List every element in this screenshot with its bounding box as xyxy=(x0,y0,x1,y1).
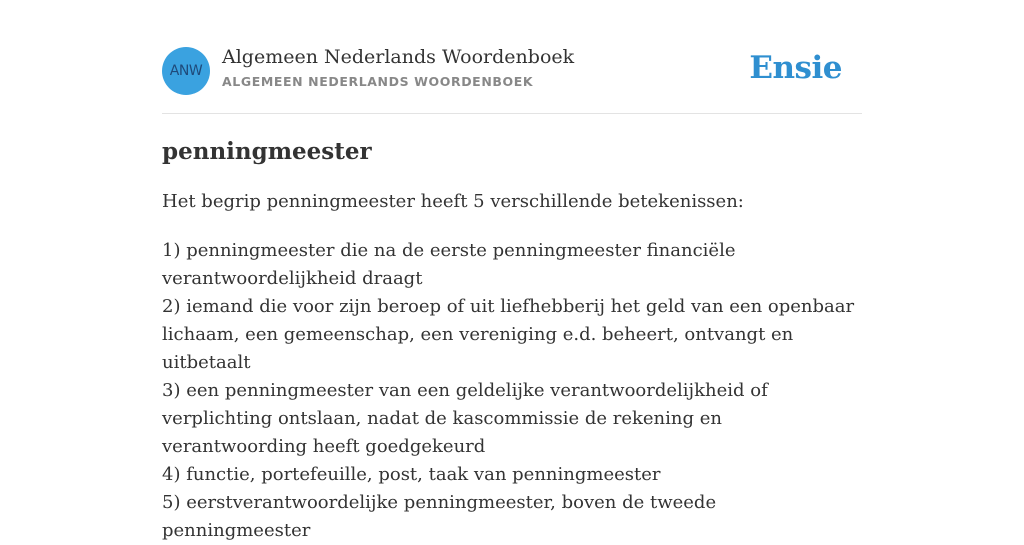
entry-intro: Het begrip penningmeester heeft 5 verschillende betekenissen: xyxy=(162,191,744,212)
meaning-item: 4) functie, portefeuille, post, taak van penningmeester xyxy=(162,464,661,485)
meaning-item: 1) penningmeester die na de eerste penningmeester financiële verantwoordelijkheid draagt xyxy=(162,240,736,289)
anw-logo-text: ANW xyxy=(169,63,203,79)
meanings-list xyxy=(162,237,862,545)
meaning-item: 5) eerstverantwoordelijke penningmeester, boven de tweede penningmeester xyxy=(162,492,717,541)
anw-logo[interactable] xyxy=(162,47,210,95)
meaning-item: 2) iemand die voor zijn beroep of uit liefhebberij het geld van een openbaar lichaam, een gemeenschap, een vereniging e.d. beheert, ontvangt en uitbetaalt xyxy=(162,296,855,373)
header xyxy=(162,46,862,96)
source-subtitle: ALGEMEEN NEDERLANDS WOORDENBOEK xyxy=(222,74,534,89)
header-divider xyxy=(162,113,862,114)
entry-word-title: penningmeester xyxy=(162,138,372,165)
meaning-item: 3) een penningmeester van een geldelijke verantwoordelijkheid of verplichting ontslaan, nadat de kascommissie de rekening en verantwoording heeft goedgekeurd xyxy=(162,380,768,457)
ensie-brand-logo[interactable]: Ensie xyxy=(749,50,842,86)
source-title[interactable]: Algemeen Nederlands Woordenboek xyxy=(222,46,575,68)
